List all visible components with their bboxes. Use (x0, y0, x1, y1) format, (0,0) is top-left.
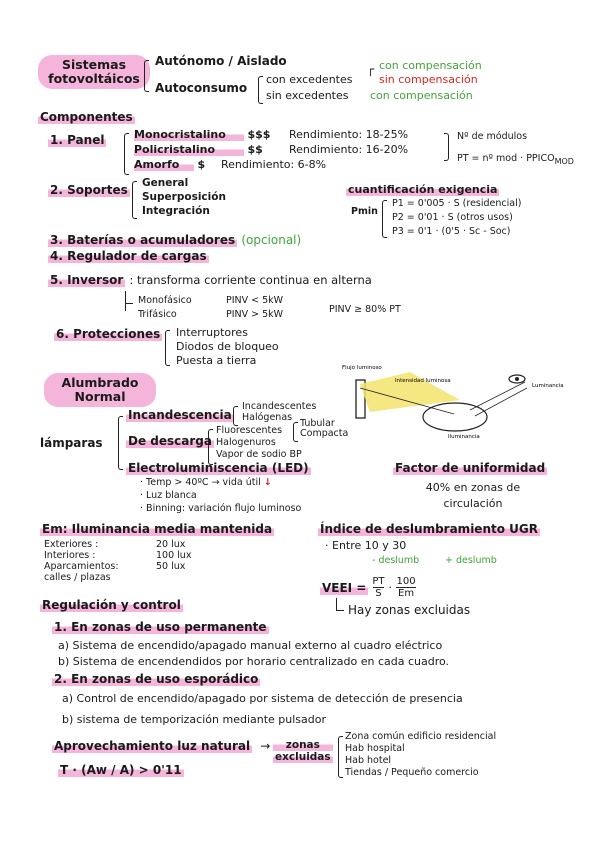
alumbrado-title (44, 373, 156, 407)
panel-type-mono: Monocristalino (134, 128, 244, 141)
inversor-row-mono (138, 294, 283, 308)
arrow-right-icon: → (260, 739, 271, 753)
zonas-items (345, 731, 496, 779)
autoconsumo-label: Autoconsumo (155, 81, 248, 95)
autoconsumo-brace (258, 76, 263, 104)
con-excedentes-label: con excedentes (266, 73, 353, 86)
perm-b: b) Sistema de encendendidos por horario centralizado en cada cuadro. (58, 655, 450, 668)
luz-formula (58, 763, 184, 777)
zona-item-hospital: Hab hospital (345, 743, 405, 754)
soportes-brace (132, 181, 137, 219)
desc-item-halogenuros: Halogenuros (216, 437, 276, 448)
pmin-lines (392, 197, 521, 239)
inversor-note: PINV ≥ 80% PT (329, 304, 401, 315)
panel-note-formula-text: PT = nº mod · PPICO (457, 153, 555, 164)
ugr-entre-text: Entre 10 y 30 (332, 539, 407, 552)
inversor-row-tri (138, 308, 283, 322)
soportes-items (142, 176, 226, 218)
inversor-label (48, 273, 372, 287)
factor-title-text: Factor de uniformidad (395, 461, 546, 475)
inversor-rows (138, 294, 283, 322)
luz-title (52, 739, 270, 753)
regulacion-title (40, 598, 183, 612)
esp-title-text: 2. En zonas de uso esporádico (54, 672, 259, 686)
pmin-line-otros: P2 = 0'01 · S (otros usos) (392, 212, 513, 223)
perm-title (52, 620, 269, 634)
veei-num2: 100 (396, 576, 416, 587)
regulacion-title-text: Regulación y control (42, 598, 181, 612)
soportes-item-general: General (142, 177, 189, 189)
baterias-label-text: 3. Baterías o acumuladores (50, 233, 236, 247)
led-notes (140, 476, 301, 515)
incandescencia-text: Incandescencia (128, 408, 232, 422)
em-title-text: Em: Iluminancia media mantenida (42, 522, 273, 536)
componentes-title-text: Componentes (40, 110, 133, 124)
panel-note-formula-sub: MOD (554, 156, 574, 166)
inversor-desc: : transforma corriente continua en alterna (129, 273, 372, 287)
led-note-luz: · Luz blanca (140, 490, 197, 501)
factor-values (408, 480, 538, 512)
desc-item-sodio: Vapor de sodio BP (216, 449, 302, 460)
sin-compensacion: sin compensación (379, 73, 478, 86)
led-note-temp: · Temp > 40ºC → vida útil ↓ (140, 477, 272, 488)
sistemas-title-line2: fotovoltáicos (48, 71, 140, 86)
panel-price-poli: $$ (247, 143, 263, 156)
fluorescentes-brace (293, 422, 298, 442)
lighting-diagram (340, 362, 575, 444)
led-note-binning-text: Binning: variación flujo luminoso (146, 503, 302, 514)
em-key-aparcamientos: Aparcamientos: (44, 561, 119, 572)
zonas-line1: zonas (273, 739, 333, 751)
inc-item-halogenas: Halógenas (242, 412, 293, 423)
cuantificacion-title (346, 183, 499, 196)
protecciones-item-diodos: Diodos de bloqueo (176, 340, 279, 353)
em-row-interiores (44, 550, 191, 561)
descarga-brace (208, 429, 213, 465)
esp-a: a) Control de encendido/apagado por sistema de detección de presencia (62, 692, 463, 705)
veei-connector-arrow (336, 610, 344, 611)
panel-note-formula (457, 153, 574, 166)
descarga-label (126, 434, 214, 448)
perm-a: a) Sistema de encendido/apagado manual externo al cuadro eléctrico (58, 639, 443, 652)
esp-b: b) sistema de temporización mediante pulsador (62, 713, 326, 726)
lamparas-label: lámparas (40, 436, 103, 450)
panel-price-amorfo: $ (197, 158, 206, 171)
illuminated-area (423, 403, 487, 431)
em-val-exteriores: 20 lux (156, 539, 186, 550)
luz-formula-text: T · (Aw / A) > 0'11 (60, 763, 182, 777)
panel-note-modulos: Nº de módulos (457, 131, 528, 142)
panel-row-mono (134, 128, 408, 143)
inversor-type-tri: Trifásico (138, 309, 177, 320)
veei-connector (336, 598, 337, 610)
fluor-sub-compacta: Compacta (300, 428, 349, 439)
em-key-exteriores: Exteriores : (44, 539, 99, 550)
inversor-cond-tri: PINV > 5kW (226, 309, 284, 320)
panel-type-amorfo: Amorfo (134, 158, 194, 171)
em-val-interiores: 100 lux (156, 550, 192, 561)
autonomo-label: Autónomo / Aislado (155, 54, 287, 68)
down-arrow-icon: ↓ (263, 477, 272, 488)
lamparas-brace (118, 416, 123, 470)
eye-pupil-icon (515, 377, 519, 381)
pmin-label: Pmin (351, 206, 378, 217)
electro-label (126, 461, 311, 475)
panel-rend-mono: Rendimiento: 18-25% (289, 128, 409, 141)
protecciones-label-text: 6. Protecciones (56, 327, 161, 341)
em-key-interiores: Interiores : (44, 550, 96, 561)
ugr-mas: + deslumb (445, 555, 497, 566)
electro-text: Electroluminiscencia (LED) (128, 461, 309, 475)
em-val-aparcamientos: 50 lux (156, 561, 186, 572)
regulador-label-text: 4. Regulador de cargas (50, 249, 207, 263)
soportes-item-superposicion: Superposición (142, 191, 226, 203)
veei-dot: · (388, 581, 393, 594)
descarga-text: De descarga (128, 434, 212, 448)
panel-label (48, 133, 106, 147)
zonas-line2: excluidas (275, 751, 331, 763)
luz-title-text: Aprovechamiento luz natural (54, 739, 251, 753)
veei-note: Hay zonas excluidas (348, 603, 471, 617)
veei-den2: Em (398, 588, 415, 599)
zona-item-residencial: Zona común edificio residencial (345, 731, 497, 742)
sistemas-title-line1: Sistemas (61, 57, 127, 72)
em-row-calles (44, 572, 191, 583)
panel-price-mono: $$$ (247, 128, 271, 141)
inversor-connector-arrow (125, 303, 133, 304)
panel-row-poli (134, 143, 408, 158)
soportes-label-text: 2. Soportes (50, 183, 128, 197)
sin-excedentes-label: sin excedentes (266, 89, 349, 102)
factor-title (393, 461, 547, 475)
led-note-luz-text: Luz blanca (146, 490, 197, 501)
panel-rend-amorfo: Rendimiento: 6-8% (221, 158, 327, 171)
pmin-line-residencial: P1 = 0'005 · S (residencial) (392, 198, 522, 209)
inversor-cond-mono: PINV < 5kW (226, 295, 284, 306)
pmin-line-p3: P3 = 0'1 · (0'5 · Sc - Soc) (392, 226, 511, 237)
inversor-connector (125, 291, 126, 311)
protecciones-brace (165, 330, 170, 366)
veei-num1: PT (372, 576, 385, 587)
pmin-brace (382, 200, 387, 238)
alumbrado-title-line2: Normal (74, 389, 126, 404)
veei-label: VEEI = (322, 580, 367, 595)
zonas-excluidas (273, 739, 333, 763)
zona-item-hotel: Hab hotel (345, 755, 392, 766)
panel-label-text: 1. Panel (50, 133, 105, 147)
incandescencia-label (126, 408, 234, 422)
diagram-label-iluminancia: Iluminancia (448, 434, 480, 440)
em-rows (44, 539, 191, 583)
sistemas-title (38, 55, 150, 89)
ugr-menos: - deslumb (372, 555, 420, 566)
panel-rend-poli: Rendimiento: 16-20% (289, 143, 409, 156)
ugr-title-text: Índice de deslumbramiento UGR (320, 522, 538, 536)
diagram-label-intensidad: Intensidad luminosa (395, 378, 451, 384)
panel-rows (134, 128, 408, 173)
esp-title (52, 672, 260, 686)
panel-right-brace (444, 133, 449, 161)
veei-frac1 (372, 576, 384, 599)
cuantificacion-title-text: cuantificación exigencia (348, 183, 498, 196)
alumbrado-title-line1: Alumbrado (61, 375, 139, 390)
em-title (40, 522, 274, 536)
baterias-opcional: (opcional) (241, 233, 302, 247)
perm-title-text: 1. En zonas de uso permanente (54, 620, 267, 634)
panel-row-amorfo (134, 158, 408, 173)
zona-item-tiendas: Tiendas / Pequeño comercio (345, 767, 479, 778)
em-key-calles: calles / plazas (44, 572, 111, 583)
ugr-entre: · Entre 10 y 30 (325, 539, 407, 552)
con-compensacion-1: con compensación (379, 59, 482, 72)
protecciones-item-interruptores: Interruptores (176, 326, 248, 339)
incandescencia-brace (233, 406, 238, 426)
regulador-label (48, 249, 209, 263)
sistemas-brace (144, 60, 149, 92)
em-row-aparcamientos (44, 561, 191, 572)
veei-den1: S (375, 588, 382, 599)
led-note-binning: · Binning: variación flujo luminoso (140, 503, 302, 514)
soportes-item-integracion: Integración (142, 205, 210, 217)
inc-item-incandescentes: Incandescentes (242, 401, 317, 412)
con-compensacion-2: con compensación (370, 89, 473, 102)
diagram-label-luminancia: Luminancia (532, 383, 564, 389)
protecciones-items (176, 326, 279, 368)
diagram-label-flujo: Flujo luminoso (342, 365, 382, 371)
fluorescentes-sub (300, 419, 348, 439)
soportes-label (48, 183, 130, 197)
luminance-ray-1 (470, 382, 525, 410)
fluor-sub-tubular: Tubular (300, 418, 335, 429)
luminance-ray-2 (475, 388, 527, 416)
zonas-brace (338, 736, 343, 778)
componentes-title (38, 109, 135, 124)
panel-brace (124, 133, 129, 175)
desc-item-fluorescentes: Fluorescentes (216, 425, 283, 436)
ugr-title (318, 522, 540, 536)
led-note-temp-text: Temp > 40ºC → vida útil (146, 477, 261, 488)
protecciones-label (54, 327, 162, 341)
em-row-exteriores (44, 539, 191, 550)
factor-val2: circulación (443, 497, 503, 510)
excedentes-hook: ┌ (367, 62, 375, 76)
panel-type-poli: Policristalino (134, 143, 244, 156)
descarga-items (216, 425, 302, 461)
veei-frac2 (396, 576, 416, 599)
veei-formula (320, 576, 416, 599)
baterias-label (48, 233, 301, 247)
inversor-label-text: 5. Inversor (50, 273, 124, 287)
protecciones-item-tierra: Puesta a tierra (176, 354, 257, 367)
factor-val1: 40% en zonas de (425, 481, 521, 494)
inversor-type-mono: Monofásico (138, 295, 192, 306)
